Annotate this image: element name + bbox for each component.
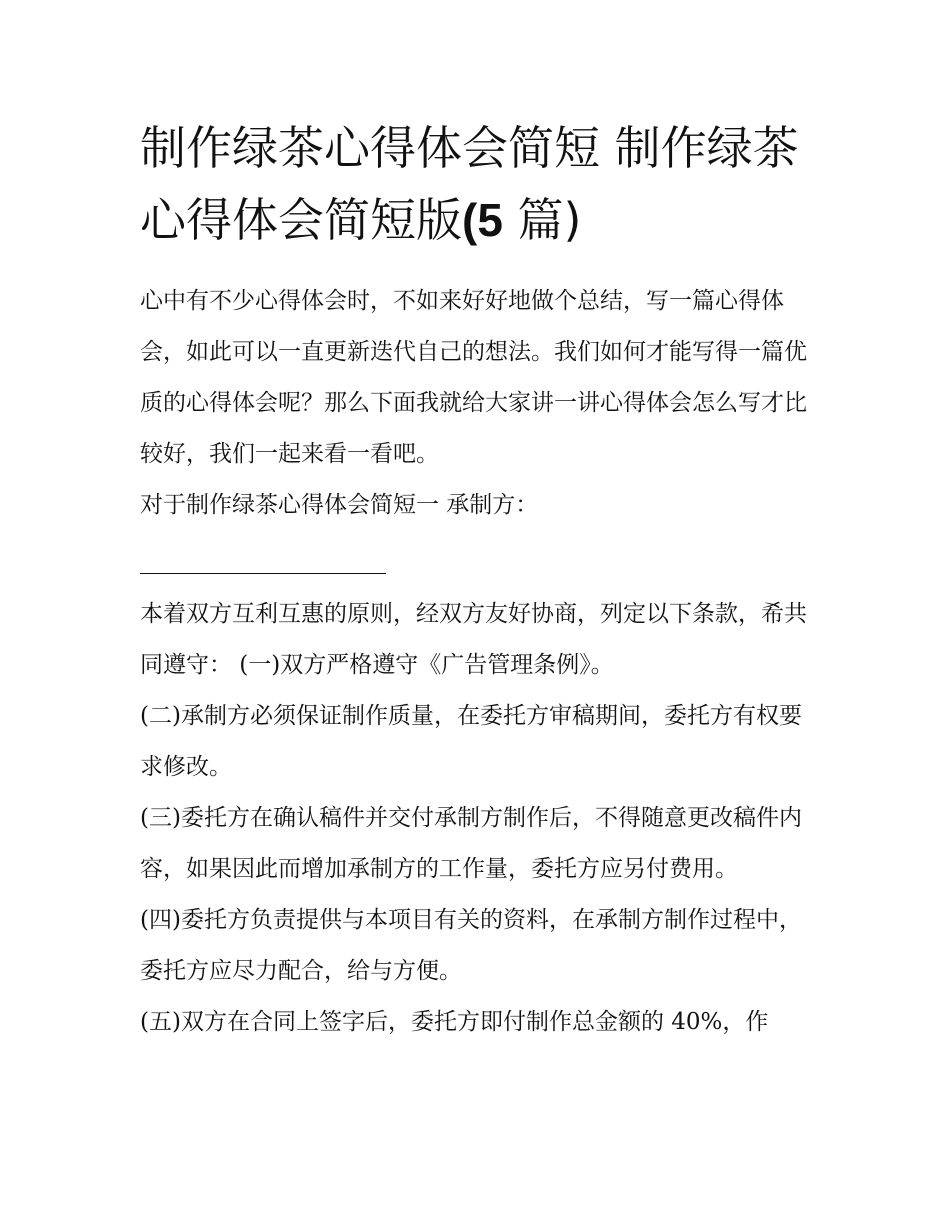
document-body: [140, 276, 816, 1048]
signature-underline: [140, 537, 386, 574]
title-count: (5: [462, 194, 503, 246]
clause-paragraph: (二)承制方必须保证制作质量，在委托方审稿期间，委托方有权要求修改。: [140, 703, 802, 780]
clause-paragraph: (三)委托方在确认稿件并交付承制方制作后，不得随意更改稿件内容，如果因此而增加承制方的工作量，委托方应另付费用。: [140, 805, 802, 882]
clause-paragraph: (四)委托方负责提供与本项目有关的资料，在承制方制作过程中，委托方应尽力配合，给与方便。: [140, 907, 802, 984]
document-title: [140, 112, 830, 256]
contractor-blank-line: [140, 531, 816, 589]
clause-paragraph: (五)双方在合同上签字后，委托方即付制作总金额的 40%，作: [140, 1009, 769, 1035]
title-suffix: 篇): [502, 193, 582, 247]
title-text: 制作绿茶心得体会简短 制作绿茶心得体会简短版: [140, 121, 799, 247]
contractor-heading: 对于制作绿茶心得体会简短一 承制方：: [140, 492, 539, 518]
intro-paragraph: 心中有不少心得体会时，不如来好好地做个总结，写一篇心得体会，如此可以一直更新迭代自己的想法。我们如何才能写得一篇优质的心得体会呢？那么下面我就给大家讲一讲心得体会怎么写才比较好，我们一起来看一看吧。: [140, 288, 807, 467]
clause-paragraph: 本着双方互利互惠的原则，经双方友好协商，列定以下条款，希共同遵守： (一)双方严格遵守《广告管理条例》。: [140, 601, 807, 678]
